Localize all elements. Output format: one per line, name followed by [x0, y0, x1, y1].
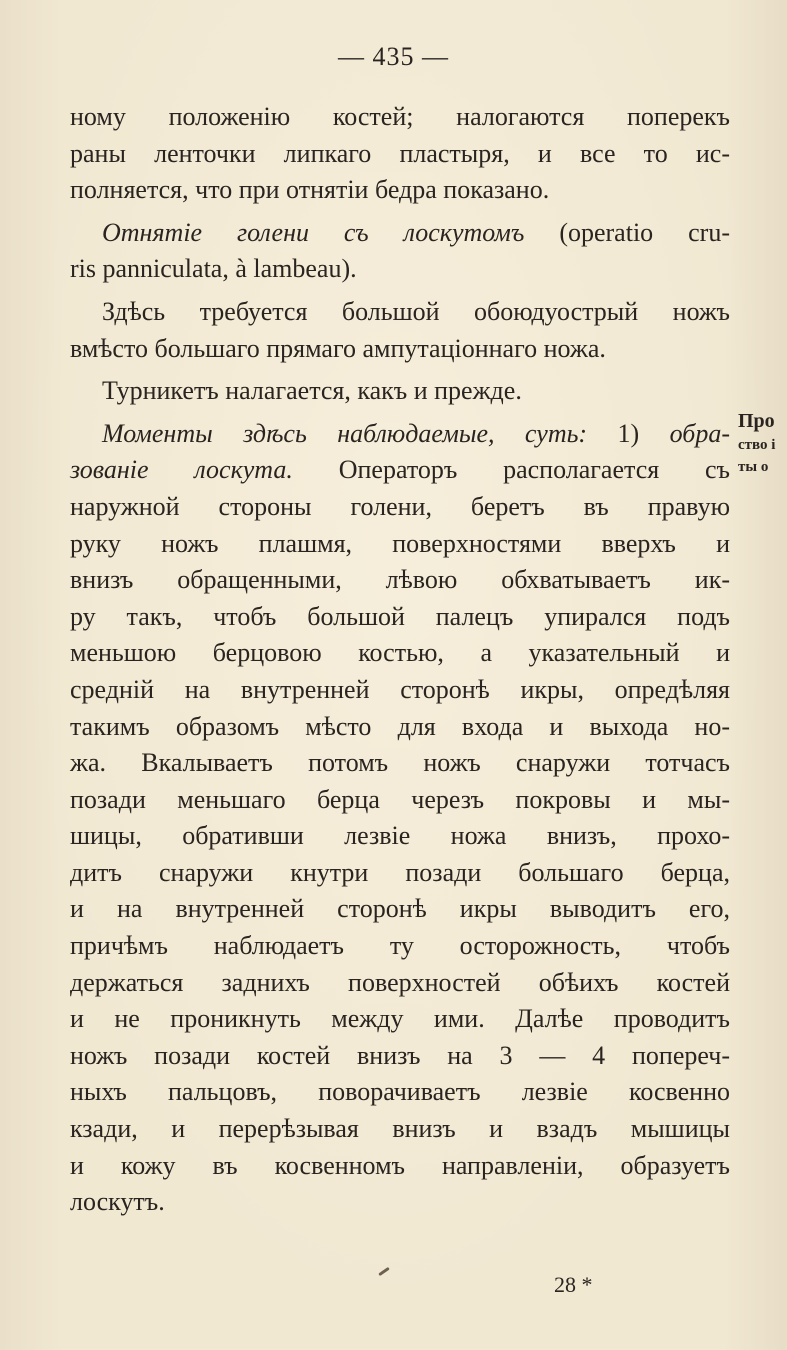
page-number: — 435 —	[338, 42, 449, 71]
text-line: наружной стороны голени, беретъ въ правую	[70, 491, 730, 521]
plain-phrase: Операторъ располагается съ	[292, 455, 730, 485]
text-line: руку ножъ плашмя, поверхностями вверхъ и	[70, 528, 730, 558]
plain-phrase: 1)	[587, 418, 670, 448]
italic-phrase: Моменты здѣсь наблюдаемые, суть:	[102, 418, 588, 448]
italic-phrase: зованіе лоскута.	[70, 455, 293, 485]
text-line: жа. Вкалываетъ потомъ ножъ снаружи тотчасъ	[70, 748, 730, 778]
margin-note-line: ты о	[738, 459, 769, 475]
signature-mark: 28 *	[554, 1272, 593, 1297]
text-line: позади меньшаго берца черезъ покровы и мы-	[70, 784, 730, 814]
margin-note-line: ство і	[738, 437, 776, 453]
text-line: ныхъ пальцовъ, поворачиваетъ лезвіе косвенно	[70, 1077, 730, 1107]
text-line: и на внутренней сторонѣ икры выводитъ его,	[70, 894, 730, 924]
text-line: средній на внутренней сторонѣ икры, опредѣляя	[70, 674, 730, 704]
text-line: внизъ обращенными, лѣвою обхватываетъ ик-	[70, 565, 730, 595]
text-line: и кожу въ косвенномъ направленіи, образуетъ	[70, 1150, 730, 1180]
text-line	[70, 215, 730, 252]
section-title: Отнятіе голени съ лоскутомъ	[102, 217, 525, 247]
text-line: вмѣсто большаго прямаго ампутаціоннаго ножа.	[70, 333, 606, 363]
text-line: такимъ образомъ мѣсто для входа и выхода но-	[70, 711, 730, 741]
text-line: меньшою берцовою костью, а указательный и	[70, 638, 730, 668]
text-line: причѣмъ наблюдаетъ ту осторожность, чтобъ	[70, 931, 730, 961]
text-line	[70, 452, 730, 489]
text-line: ножъ позади костей внизъ на 3 — 4 попереч-	[70, 1040, 730, 1070]
text-line: дитъ снаружи кнутри позади большаго берца,	[70, 857, 730, 887]
text-line: ris panniculata, à lambeau).	[70, 254, 357, 284]
text-line: Здѣсь требуется большой обоюдуострый ножъ	[102, 296, 730, 326]
italic-phrase: обра-	[669, 418, 730, 448]
text-line: раны ленточки липкаго пластыря, и все то ис-	[70, 138, 730, 168]
body-text	[70, 99, 730, 1221]
text-line: держаться заднихъ поверхностей обѣихъ костей	[70, 967, 730, 997]
text-line: и не проникнуть между ими. Далѣе проводитъ	[70, 1004, 730, 1034]
text-line	[70, 416, 730, 453]
ink-mark	[378, 1267, 390, 1276]
text-line: шицы, обративши лезвіе ножа внизъ, прохо-	[70, 821, 730, 851]
margin-note	[738, 410, 787, 478]
text-line: лоскутъ.	[70, 1187, 165, 1217]
text-line: ру такъ, чтобъ большой палецъ упирался подъ	[70, 601, 730, 631]
margin-note-line: Про	[738, 410, 775, 432]
text-line: ному положенію костей; налогаются поперекъ	[70, 102, 730, 131]
text-line: полняется, что при отнятіи бедра показано.	[70, 175, 550, 205]
latin-term: (operatio cru-	[524, 217, 730, 247]
text-line: кзади, и перерѣзывая внизъ и взадъ мышицы	[70, 1114, 730, 1144]
text-line: Турникетъ налагается, какъ и прежде.	[102, 376, 522, 406]
